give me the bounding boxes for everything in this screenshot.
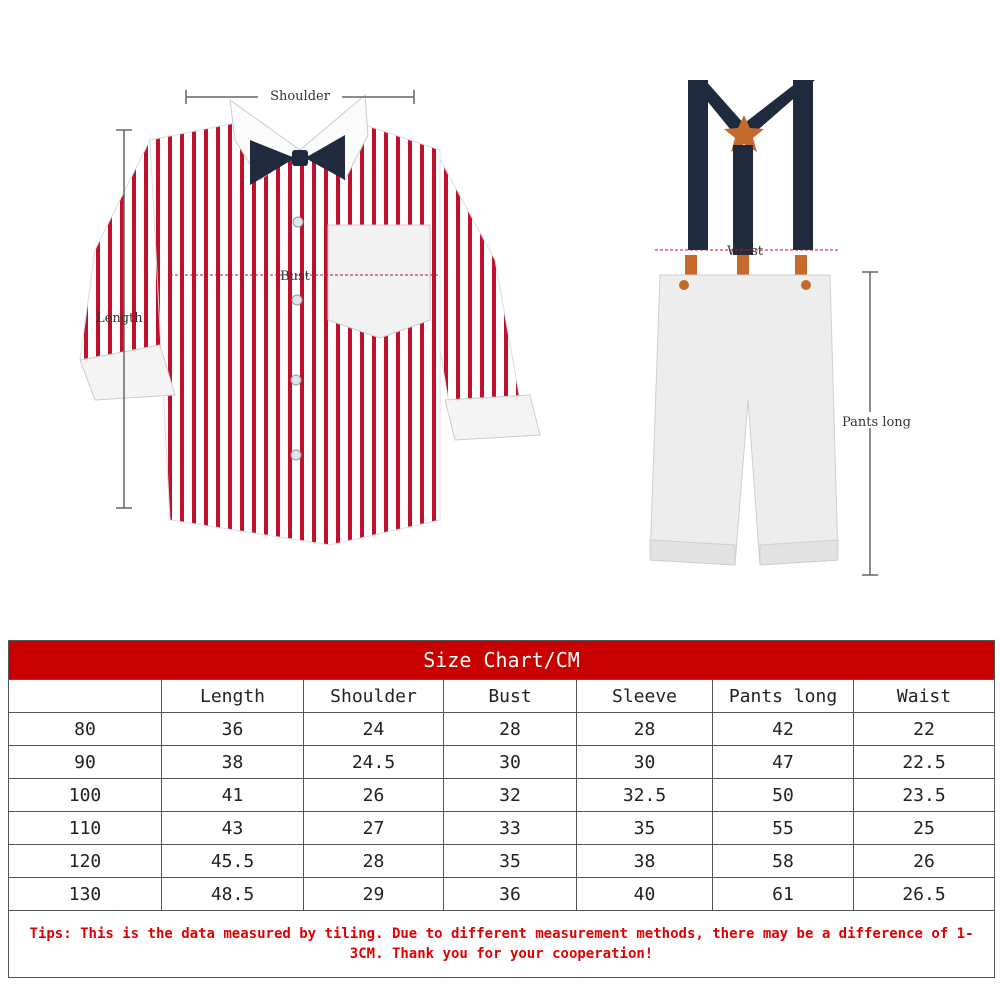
pants-illustration: [650, 80, 838, 565]
table-cell: 33: [444, 812, 577, 845]
tips-row: [9, 911, 995, 978]
table-cell: 80: [9, 713, 162, 746]
table-cell: 23.5: [854, 779, 995, 812]
table-cell: 100: [9, 779, 162, 812]
table-cell: 28: [577, 713, 713, 746]
size-chart-title-row: [9, 641, 995, 680]
table-cell: 36: [162, 713, 304, 746]
table-cell: 40: [577, 878, 713, 911]
tips-text: Tips: This is the data measured by tiling. Due to different measurement methods, there may be a difference of 1-3CM. Thank you for your cooperation!: [9, 911, 995, 978]
table-cell: 36: [444, 878, 577, 911]
table-row: [9, 779, 995, 812]
table-cell: 43: [162, 812, 304, 845]
header-cell: Sleeve: [577, 680, 713, 713]
table-cell: 61: [713, 878, 854, 911]
header-cell: Length: [162, 680, 304, 713]
table-cell: 26: [854, 845, 995, 878]
table-cell: 24: [304, 713, 444, 746]
table-cell: 22: [854, 713, 995, 746]
size-chart-title: Size Chart/CM: [9, 641, 995, 680]
table-cell: 29: [304, 878, 444, 911]
table-cell: 35: [444, 845, 577, 878]
table-row: [9, 845, 995, 878]
table-row: [9, 878, 995, 911]
table-cell: 27: [304, 812, 444, 845]
table-cell: 55: [713, 812, 854, 845]
table-cell: 90: [9, 746, 162, 779]
table-cell: 38: [162, 746, 304, 779]
header-row: [9, 680, 995, 713]
table-cell: 45.5: [162, 845, 304, 878]
table-cell: 28: [444, 713, 577, 746]
table-cell: 41: [162, 779, 304, 812]
table-cell: 35: [577, 812, 713, 845]
table-cell: 48.5: [162, 878, 304, 911]
header-cell: Pants long: [713, 680, 854, 713]
table-cell: 58: [713, 845, 854, 878]
table-cell: 26.5: [854, 878, 995, 911]
table-cell: 30: [577, 746, 713, 779]
table-row: [9, 713, 995, 746]
table-cell: 25: [854, 812, 995, 845]
size-chart-table: [8, 640, 995, 978]
table-cell: 22.5: [854, 746, 995, 779]
table-row: [9, 746, 995, 779]
table-cell: 26: [304, 779, 444, 812]
bust-label: Bust: [280, 269, 310, 284]
table-cell: 32: [444, 779, 577, 812]
table-cell: 130: [9, 878, 162, 911]
table-cell: 47: [713, 746, 854, 779]
pants-long-label: Pants long: [842, 415, 911, 430]
table-cell: 38: [577, 845, 713, 878]
shirt-illustration: [80, 95, 540, 545]
table-cell: 30: [444, 746, 577, 779]
table-cell: 28: [304, 845, 444, 878]
table-row: [9, 812, 995, 845]
table-cell: 110: [9, 812, 162, 845]
table-cell: 24.5: [304, 746, 444, 779]
header-cell: Bust: [444, 680, 577, 713]
header-cell: Waist: [854, 680, 995, 713]
waist-label: Waist: [726, 244, 764, 259]
header-cell: [9, 680, 162, 713]
table-cell: 120: [9, 845, 162, 878]
length-label: Length: [96, 311, 143, 326]
shoulder-label: Shoulder: [270, 89, 330, 104]
table-cell: 42: [713, 713, 854, 746]
header-cell: Shoulder: [304, 680, 444, 713]
table-cell: 50: [713, 779, 854, 812]
table-cell: 32.5: [577, 779, 713, 812]
